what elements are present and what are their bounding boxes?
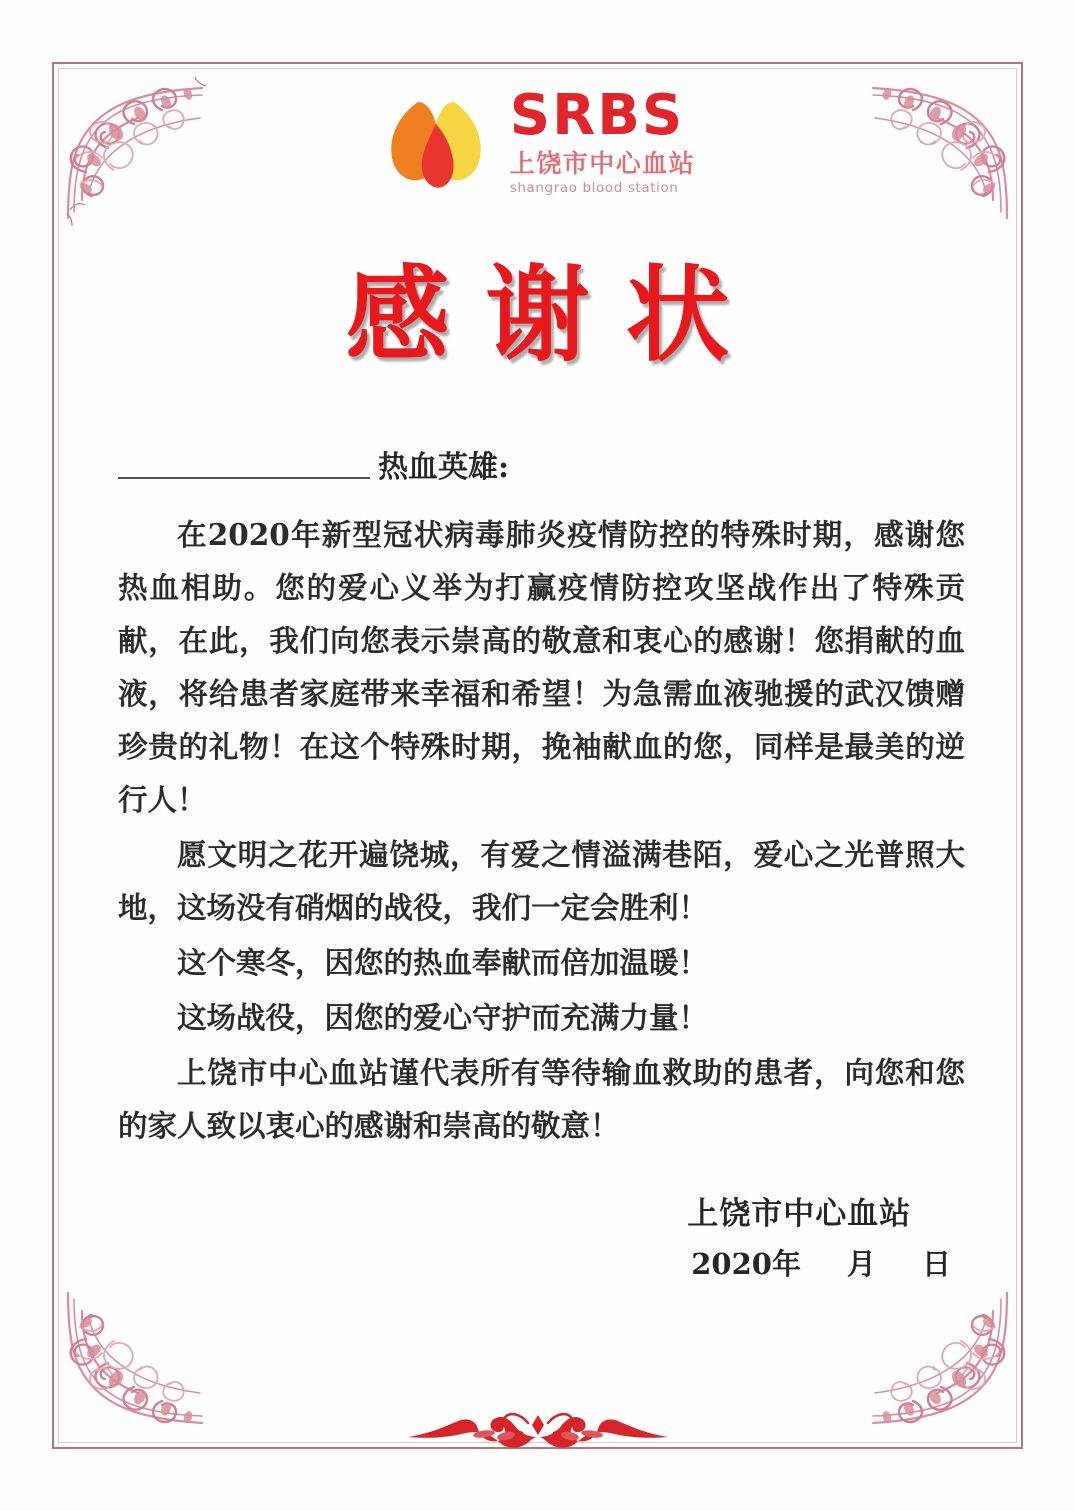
logo-name-english: shangrao blood station bbox=[509, 180, 679, 197]
floral-filigree-corner-ornament-bottom-left bbox=[30, 1281, 220, 1471]
signature-block bbox=[687, 1195, 951, 1283]
signature-year: 2020 bbox=[691, 1246, 772, 1281]
floral-filigree-corner-ornament-bottom-right bbox=[855, 1281, 1045, 1471]
signature-date bbox=[687, 1246, 951, 1284]
certificate-body bbox=[118, 450, 965, 1154]
logo-name-chinese: 上饶市中心血站 bbox=[509, 149, 696, 178]
body-paragraph-2: 愿文明之花开遍饶城，有爱之情溢满巷陌，爱心之光普照大地，这场没有硝烟的战役，我们一定会胜利！ bbox=[118, 837, 965, 925]
signature-year-unit: 年 bbox=[771, 1246, 801, 1281]
salutation-label: 热血英雄: bbox=[378, 450, 510, 485]
signature-month-unit: 月 bbox=[846, 1246, 876, 1281]
three-petal-blood-drop-logo-icon bbox=[380, 88, 492, 196]
signature-organization: 上饶市中心血站 bbox=[687, 1196, 912, 1232]
body-paragraph-1: 在2020年新型冠状病毒肺炎疫情防控的特殊时期，感谢您热血相助。您的爱心义举为打赢疫情防控攻坚战作出了特殊贡献，在此，我们向您表示崇高的敬意和衷心的感谢！您捐献的血液，将给患者家庭带来幸福和希望！为急需血液驰援的武汉馈赠珍贵的礼物！在这个特殊时期，挽袖献血的您，同样是最美的逆行人！ bbox=[118, 517, 965, 817]
logo-acronym: SRBS bbox=[509, 83, 685, 148]
organization-logo bbox=[0, 83, 1075, 197]
body-paragraph-4: 这场战役，因您的爱心守护而充满力量！ bbox=[177, 1000, 709, 1035]
signature-day-unit: 日 bbox=[921, 1246, 951, 1281]
certificate-title: 感谢状 bbox=[345, 253, 766, 376]
salutation-line bbox=[118, 450, 965, 486]
logo-wordmark bbox=[509, 83, 696, 197]
body-paragraph-3: 这个寒冬，因您的热血奉献而倍加温暖！ bbox=[177, 945, 709, 980]
bottom-center-flourish-ornament bbox=[388, 1403, 688, 1463]
body-paragraph-5: 上饶市中心血站谨代表所有等待输血救助的患者，向您和您的家人致以衷心的感谢和崇高的敬意！ bbox=[118, 1055, 965, 1143]
recipient-name-blank-field[interactable] bbox=[118, 477, 370, 479]
